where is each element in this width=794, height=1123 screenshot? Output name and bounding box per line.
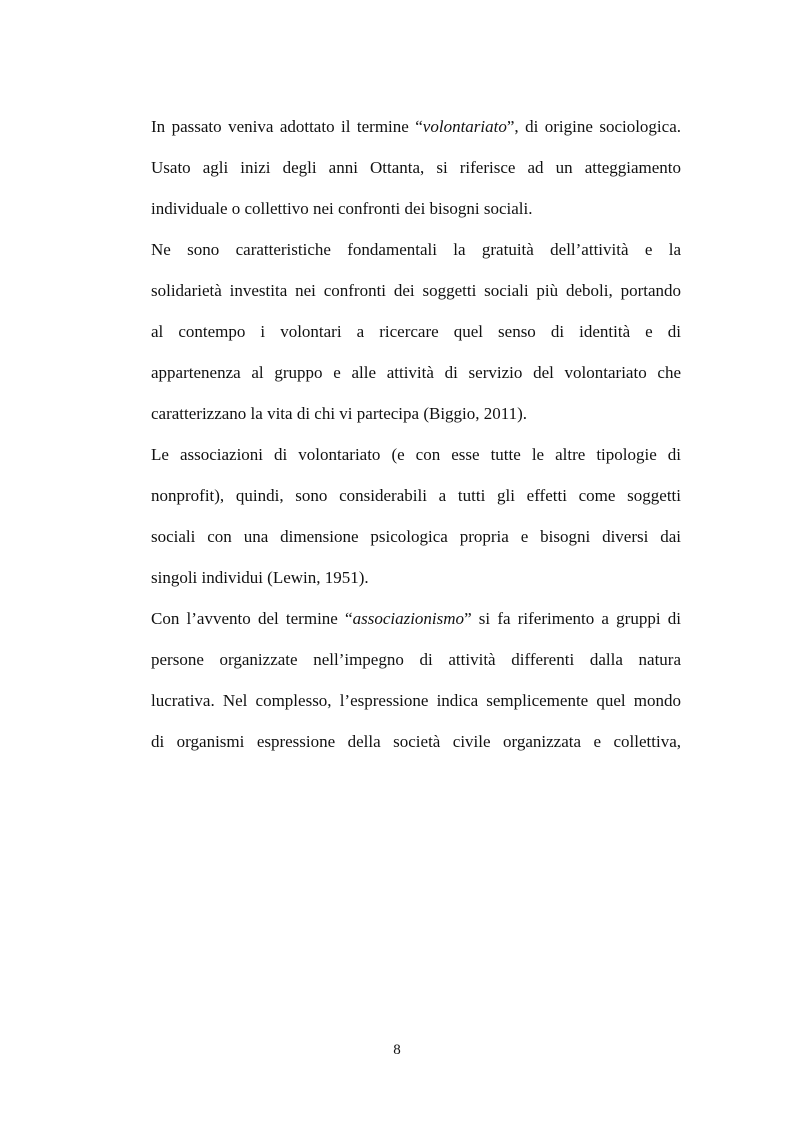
italic-term-associazionismo: associazionismo xyxy=(352,609,465,628)
italic-term-volontariato: volontariato xyxy=(422,117,507,136)
text-line-4: Ne sono caratteristiche fondamentali la gratuità dell’attività e la xyxy=(151,240,681,259)
text-line-13: Con l’avvento del termine “associazionismo” si fa riferimento a gruppi di xyxy=(151,609,681,628)
text-line-3: individuale o collettivo nei confronti dei bisogni sociali. xyxy=(151,199,533,218)
text-line-1: In passato veniva adottato il termine “volontariato”, di origine sociologica. xyxy=(151,117,681,136)
text-line-2: Usato agli inizi degli anni Ottanta, si riferisce ad un atteggiamento xyxy=(151,158,681,177)
text-line-16: di organismi espressione della società civile organizzata e collettiva, xyxy=(151,732,681,751)
text-line-15: lucrativa. Nel complesso, l’espressione indica semplicemente quel mondo xyxy=(151,691,681,710)
text-line-6: al contempo i volontari a ricercare quel senso di identità e di xyxy=(151,322,681,341)
text-line-14: persone organizzate nell’impegno di attività differenti dalla natura xyxy=(151,650,681,669)
text-line-10: nonprofit), quindi, sono considerabili a tutti gli effetti come soggetti xyxy=(151,486,681,505)
text-line-5: solidarietà investita nei confronti dei soggetti sociali più deboli, portando xyxy=(151,281,681,300)
page-number: 8 xyxy=(393,1042,401,1058)
text-line-11: sociali con una dimensione psicologica propria e bisogni diversi dai xyxy=(151,527,681,546)
text-line-9: Le associazioni di volontariato (e con esse tutte le altre tipologie di xyxy=(151,445,681,464)
text-line-12: singoli individui (Lewin, 1951). xyxy=(151,568,369,587)
text-line-8: caratterizzano la vita di chi vi partecipa (Biggio, 2011). xyxy=(151,404,528,423)
text-line-7: appartenenza al gruppo e alle attività di servizio del volontariato che xyxy=(151,363,681,382)
